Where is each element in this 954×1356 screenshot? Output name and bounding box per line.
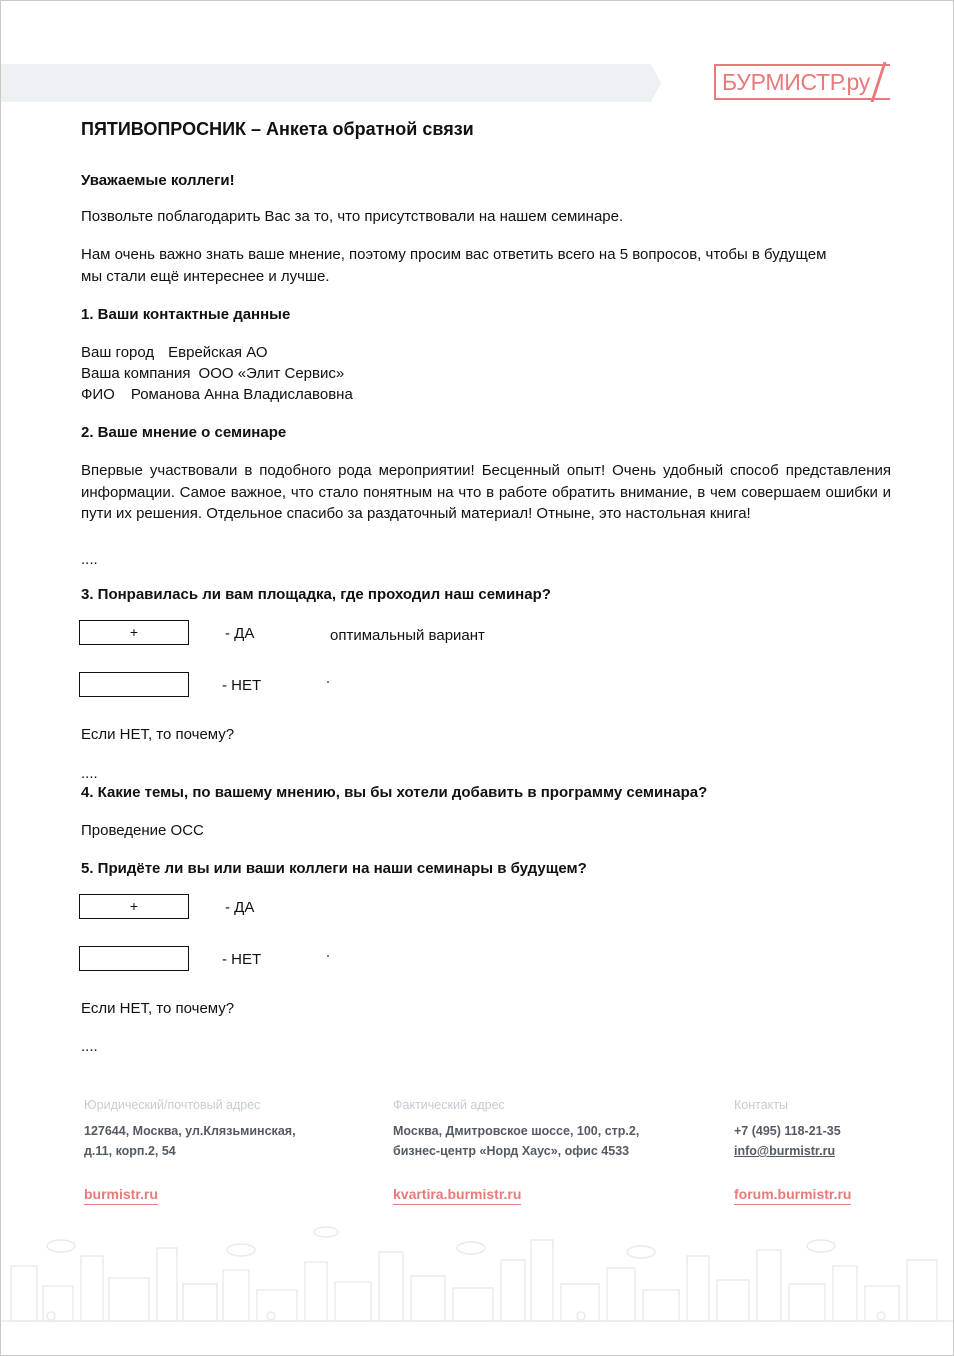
fio-row <box>81 384 353 405</box>
fio-label: ФИО <box>81 386 115 403</box>
actual-address-line-2: бизнес-центр «Норд Хаус», офис 4533 <box>393 1144 630 1158</box>
legal-address-line-1: 127644, Москва, ул.Клязьминская, <box>84 1124 296 1138</box>
site-link-kvartira[interactable]: kvartira.burmistr.ru <box>393 1186 521 1205</box>
actual-address-label: Фактический адрес <box>393 1098 505 1112</box>
q3-yes-checkbox[interactable]: + <box>79 620 189 645</box>
q3-yes-label: - ДА <box>225 625 255 642</box>
q5-ellipsis: .... <box>81 1038 98 1055</box>
q3-no-label: - НЕТ <box>222 677 262 694</box>
city-label: Ваш город <box>81 344 155 361</box>
q5-yes-checkbox[interactable]: + <box>79 894 189 919</box>
thanks-text: Позвольте поблагодарить Вас за то, что присутствовали на нашем семинаре. <box>81 208 624 225</box>
fio-value: Романова Анна Владиславовна <box>130 386 353 403</box>
brand-logo: БУРМИСТР.ру <box>714 64 890 100</box>
q5-why-label: Если НЕТ, то почему? <box>81 1000 235 1017</box>
q3-heading: 3. Понравилась ли вам площадка, где проходил наш семинар? <box>81 586 551 603</box>
greeting: Уважаемые коллеги! <box>81 172 235 189</box>
q3-yes-comment: оптимальный вариант <box>330 627 485 644</box>
city-value: Еврейская АО <box>168 344 268 361</box>
q4-answer: Проведение ОСС <box>81 822 204 839</box>
q3-why-label: Если НЕТ, то почему? <box>81 726 235 743</box>
request-line-1: Нам очень важно знать ваше мнение, поэтому просим вас ответить всего на 5 вопросов, чтобы в будущем <box>81 246 827 263</box>
q1-heading: 1. Ваши контактные данные <box>81 306 291 323</box>
q5-heading: 5. Придёте ли вы или ваши коллеги на наши семинары в будущем? <box>81 860 587 877</box>
request-line-2: мы стали ещё интереснее и лучше. <box>81 268 330 285</box>
email-link[interactable]: info@burmistr.ru <box>734 1144 836 1158</box>
q5-no-checkbox[interactable] <box>79 946 189 971</box>
legal-address <box>84 1121 296 1161</box>
site-link-burmistr[interactable]: burmistr.ru <box>84 1186 158 1205</box>
q5-no-label: - НЕТ <box>222 951 262 968</box>
header-banner <box>1 64 661 102</box>
q4-heading: 4. Какие темы, по вашему мнению, вы бы хотели добавить в программу семинара? <box>81 784 708 801</box>
legal-address-label: Юридический/почтовый адрес <box>84 1098 261 1112</box>
stray-mark <box>327 681 329 683</box>
contacts <box>734 1121 841 1161</box>
document-title: ПЯТИВОПРОСНИК – Анкета обратной связи <box>81 119 474 139</box>
q2-heading: 2. Ваше мнение о семинаре <box>81 424 287 441</box>
phone-number[interactable]: +7 (495) 118-21-35 <box>734 1124 841 1138</box>
actual-address <box>393 1121 639 1161</box>
site-link-forum[interactable]: forum.burmistr.ru <box>734 1186 851 1205</box>
q2-answer: Впервые участвовали в подобного рода мероприятии! Бесценный опыт! Очень удобный способ представления информации. Самое важное, что стало понятным на что в работе обратить внимание, в чем совершаем ошибки и пути их решения. Отдельное спасибо за раздаточный материал! Отныне, это настольная книга! <box>81 462 891 522</box>
q2-ellipsis: .... <box>81 551 98 568</box>
actual-address-line-1: Москва, Дмитровское шоссе, 100, стр.2, <box>393 1124 640 1138</box>
company-row <box>81 363 344 384</box>
city-row <box>81 342 268 363</box>
legal-address-line-2: д.11, корп.2, 54 <box>84 1144 176 1158</box>
q3-no-checkbox[interactable] <box>79 672 189 697</box>
company-label: Ваша компания <box>81 365 191 382</box>
q5-yes-label: - ДА <box>225 899 255 916</box>
company-value: ООО «Элит Сервис» <box>198 365 345 382</box>
q3-ellipsis: .... <box>81 765 98 782</box>
stray-mark <box>327 955 329 957</box>
contacts-label: Контакты <box>734 1098 788 1112</box>
cityscape-illustration <box>1 1226 953 1336</box>
